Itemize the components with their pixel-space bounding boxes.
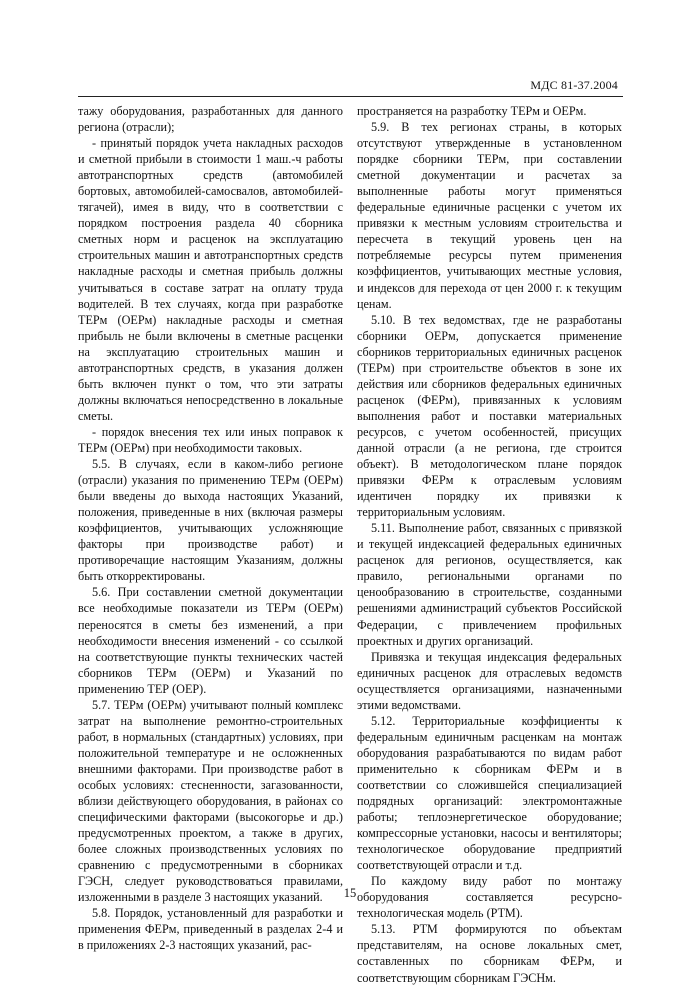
paragraph: 5.5. В случаях, если в каком-либо регионе (отрасли) указания по применению ТЕРм (ОЕРм) были введены до выхода настоящих Указаний, положения, приведенные в них (включая размеры коэффициентов, учитывающих усложняющие факторы при производстве работ) и противоречащие настоящим Указаниям, должны быть откорректированы.	[78, 457, 343, 584]
paragraph: 5.6. При составлении сметной документации все необходимые показатели из ТЕРм (ОЕРм) переносятся в сметы без изменений, а при необходимости внесения изменений - со ссылкой на соответствующие пункты технических частей сборников ТЕРм (ОЕРм) и Указаний по применению ТЕР (ОЕР).	[78, 585, 343, 696]
paragraph: 5.11. Выполнение работ, связанных с привязкой и текущей индексацией федеральных единичных расценок для регионов, осуществляется, как правило, региональными органами по ценообразованию в строительстве, созданными решениями администраций субъектов Российской Федерации, с привлечением профильных проектных и других организаций.	[357, 521, 622, 648]
paragraph: - принятый порядок учета накладных расходов и сметной прибыли в стоимости 1 маш.-ч работы автотранспортных средств (автомобилей бортовых, автомобилей-самосвалов, автомобилей-тягачей), имея в виду, что в соответствии с порядком построения раздела 40 сборника сметных норм и расценок на эксплуатацию строительных машин и автотранспортных средств накладные расходы и сметная прибыль должны учитываться в составе затрат на оплату труда водителей. В тех случаях, когда при разработке ТЕРм (ОЕРм) накладные расходы и сметная прибыль не были включены в сметные расценки на эксплуатацию строительных машин и автотранспортных средств, в указания должен быть включен пункт о том, что эти затраты должны включаться непосредственно в локальные сметы.	[78, 136, 343, 423]
paragraph: 5.12. Территориальные коэффициенты к федеральным единичным расценкам на монтаж оборудования разрабатываются по видам работ применительно к сборникам ФЕРм и в соответствии со сложившейся специализацией подрядных организаций: электромонтажные работы; теплоэнергетическое оборудование; компрессорные установки, насосы и вентиляторы; технологическое оборудование предприятий соответствующей отрасли и т.д.	[357, 713, 622, 873]
right-column	[357, 103, 622, 986]
page-number: 15	[343, 886, 357, 900]
paragraph: 5.10. В тех ведомствах, где не разработаны сборники ОЕРм, допускается применение сборников территориальных единичных расценок (ТЕРм) при строительстве объектов в зоне их действия или сборников федеральных единичных расценок (ФЕРм), привязанных к условиям выполнения работ и поставки материальных ресурсов, с учетом особенностей, присущих данной отрасли (а не региона, где строится объект). В методологическом плане порядок привязки ФЕРм к отраслевым условиям идентичен порядку их привязки к территориальным условиям.	[357, 312, 622, 520]
paragraph: По каждому виду работ по монтажу оборудования составляется ресурсно-технологическая модель (РТМ).	[357, 874, 622, 921]
paragraph: тажу оборудования, разработанных для данного региона (отрасли);	[78, 104, 343, 135]
document-code: МДС 81-37.2004	[530, 78, 618, 92]
paragraph: 5.7. ТЕРм (ОЕРм) учитывают полный комплекс затрат на выполнение ремонтно-строительных работ, в нормальных (стандартных) условиях, при положительной температуре и не осложненных внешними факторами. При производстве работ в особых условиях: стесненности, загазованности, вблизи действующего оборудования, в районах со специфическими факторами (высокогорье и др.) предусмотренных проектом, а также в других, более сложных производственных условиях по сравнению с предусмотренными в сборниках ГЭСН, следует руководствоваться правилами, изложенными в разделе 3 настоящих указаний.	[78, 697, 343, 905]
paragraph: пространяется на разработку ТЕРм и ОЕРм.	[357, 104, 587, 118]
header-rule	[78, 96, 623, 97]
paragraph: 5.9. В тех регионах страны, в которых отсутствуют утвержденные в установленном порядке сборники ТЕРм, при составлении сметной документации и расчетах за выполненные работы могут применяться федеральные единичные расценки с учетом их привязки к местным условиям строительства и пересчета в текущий уровень цен на потребляемые ресурсы путем применения коэффициентов, учитывающих местные условия, и индексов для перехода от цен 2000 г. к текущим ценам.	[357, 120, 622, 311]
paragraph: 5.13. РТМ формируются по объектам представителям, на основе локальных смет, составленных по сборникам ФЕРм, и соответствующим сборникам ГЭСНм.	[357, 922, 622, 985]
paragraph: 5.8. Порядок, установленный для разработки и применения ФЕРм, приведенный в разделах 2-4 и в приложениях 2-3 настоящих указаний, рас-	[78, 906, 343, 953]
paragraph: Привязка и текущая индексация федеральных единичных расценок для отраслевых ведомств осуществляется организациями, назначенными этими ведомствами.	[357, 649, 622, 712]
left-column	[78, 103, 343, 953]
paragraph: - порядок внесения тех или иных поправок к ТЕРм (ОЕРм) при необходимости таковых.	[78, 424, 343, 455]
